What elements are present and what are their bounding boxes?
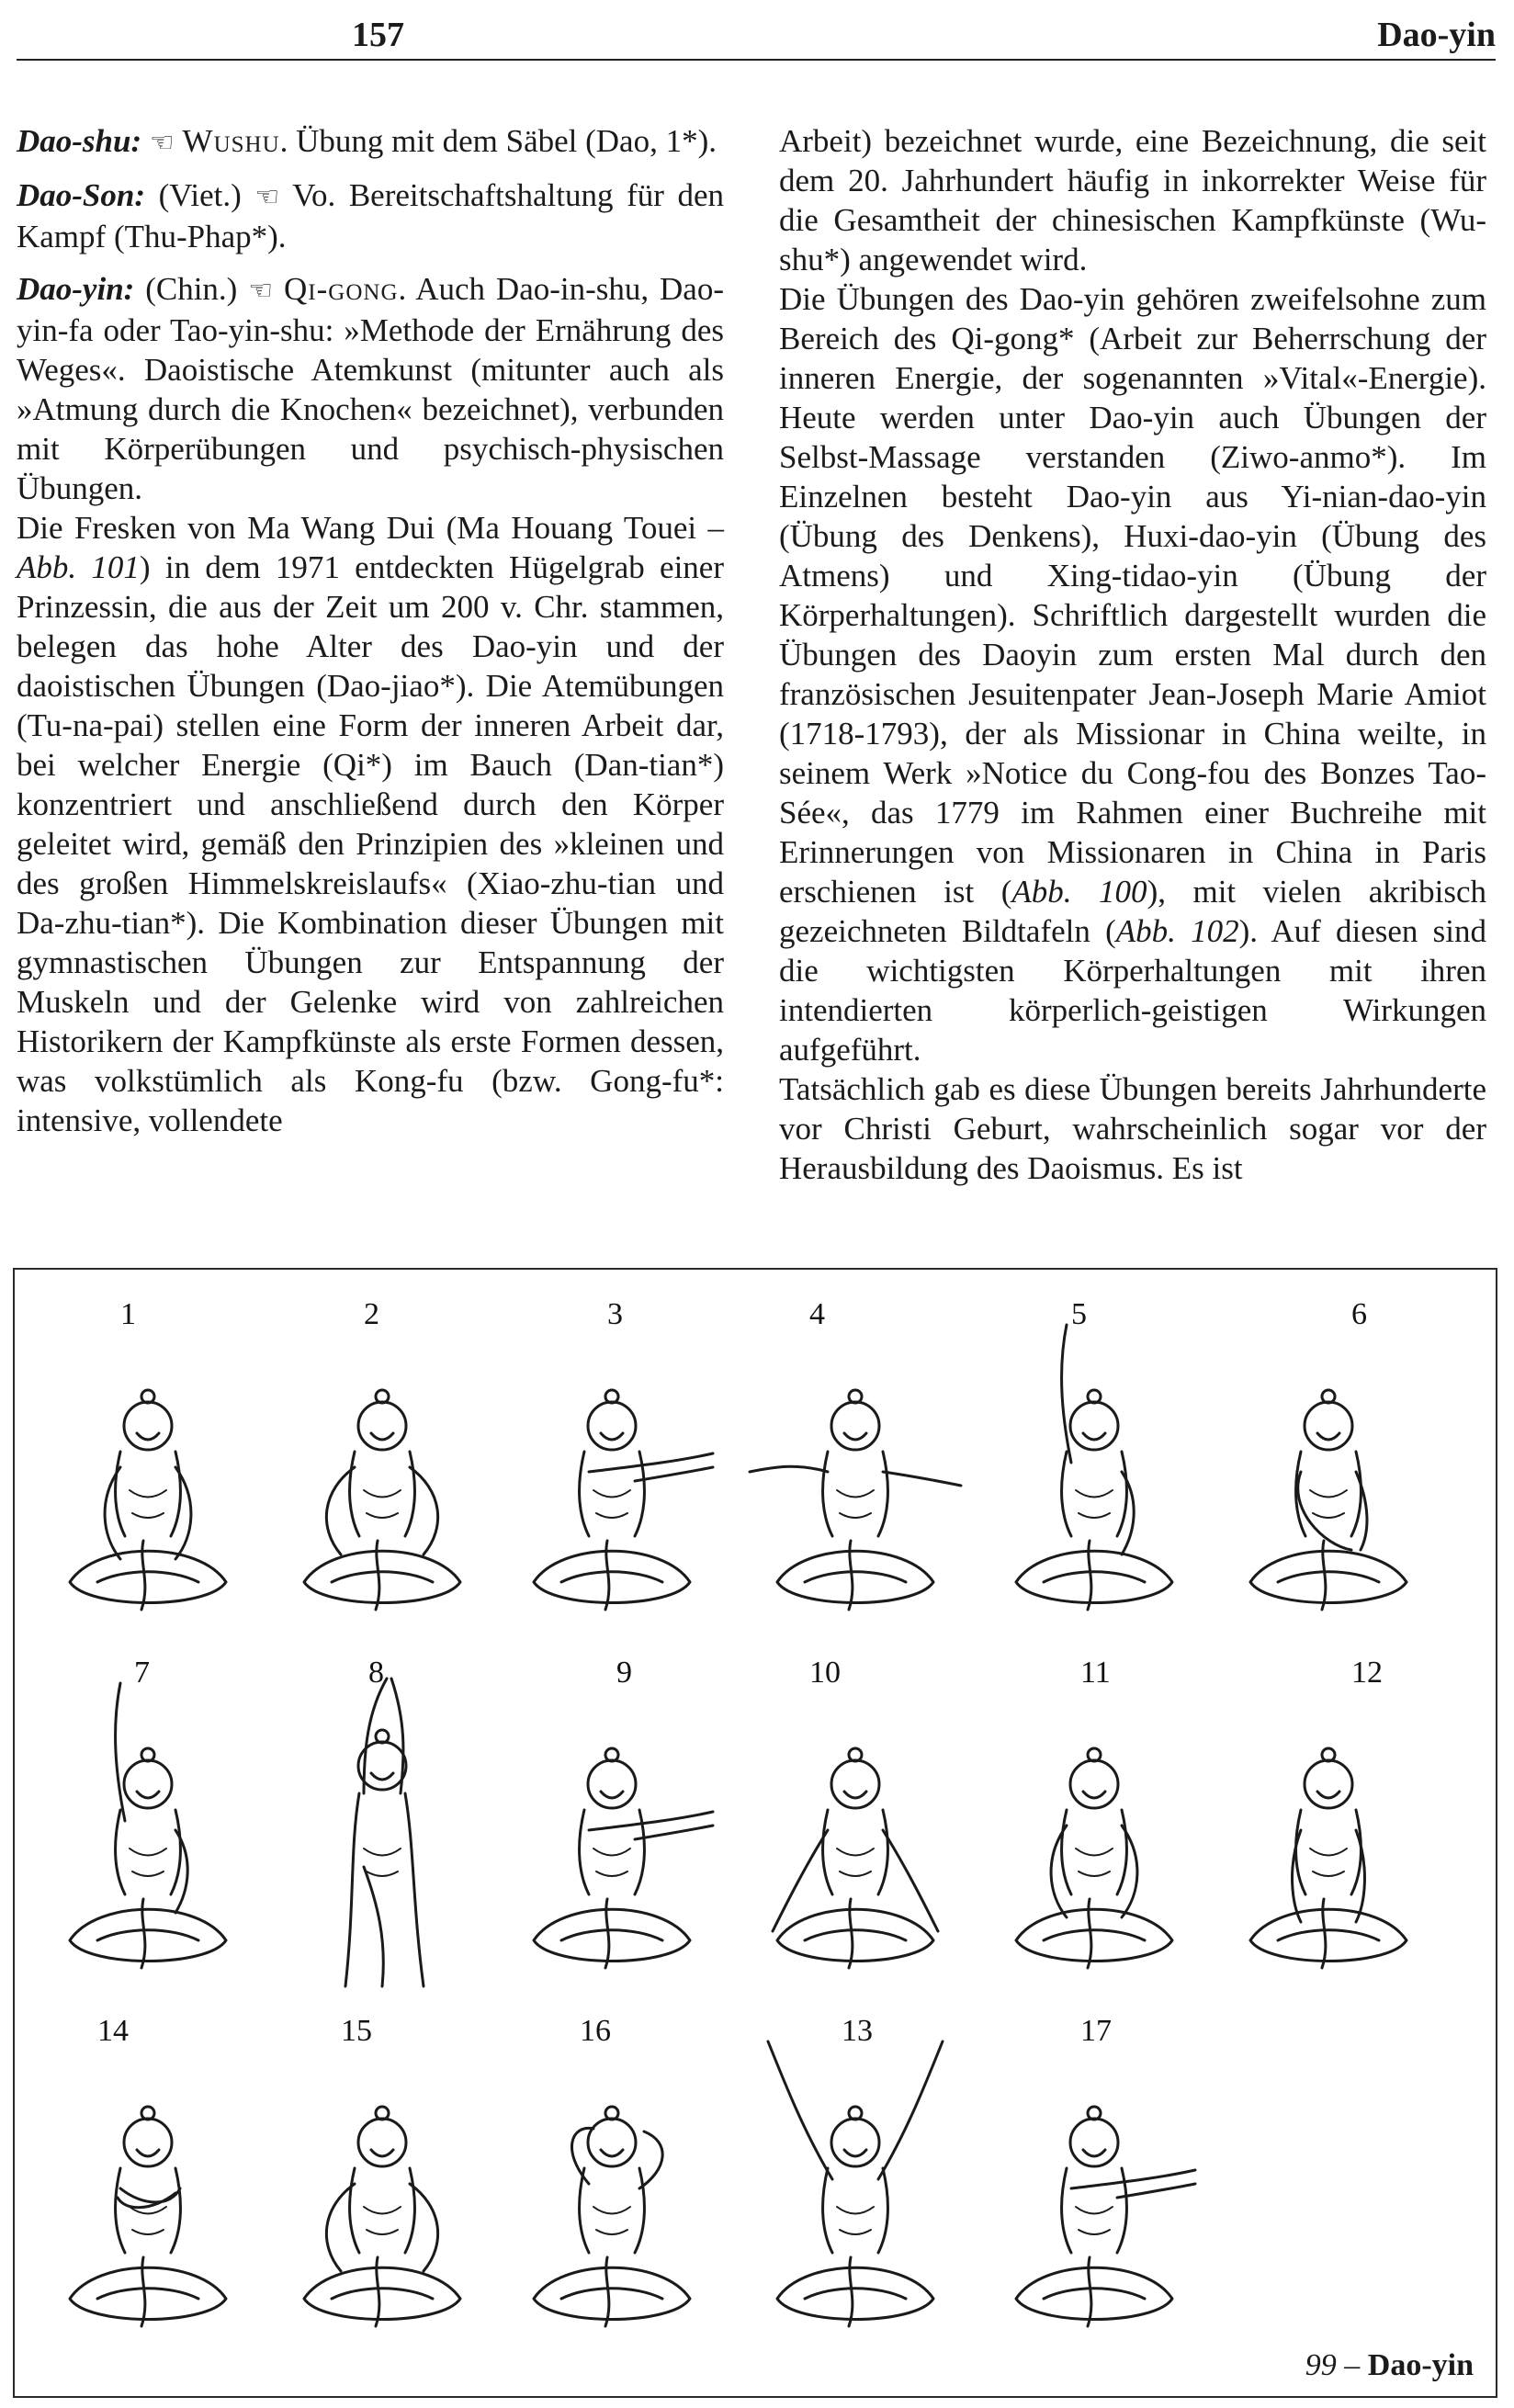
paragraph-text: ). Auf diesen sind die wichtigsten Körperhaltungen mit ihren intendierten körperlich-geistigen Wirkungen aufgeführt. [779,913,1486,1068]
figure-reference[interactable]: Abb. 101 [17,549,140,585]
entry-text: (Viet.) [145,177,255,213]
page-header [17,11,1496,61]
paragraph: Tatsächlich gab es diese Übungen bereits Jahrhunderte vor Christi Geburt, wahrscheinlich sogar vor der Herausbildung des Daoismus. Es ist [779,1071,1486,1186]
figure-person-drawing [740,1306,970,1637]
figure-person-drawing [1214,1665,1443,1995]
figure-reference[interactable]: Abb. 100 [1011,874,1147,910]
paragraph [17,508,724,1140]
posture-number: 3 [607,1297,623,1331]
posture-illustration [497,1288,727,1637]
figure-person-drawing [267,2023,497,2354]
posture-number: 6 [1351,1297,1367,1331]
posture-number: 11 [1080,1656,1111,1690]
posture-number: 7 [134,1656,150,1690]
cross-reference: Qi-gong [284,271,399,307]
posture-illustration [1214,1646,1443,1995]
posture-number: 14 [97,2014,129,2048]
posture-illustration [1214,1288,1443,1637]
posture-illustration [267,2005,497,2354]
posture-number: 8 [368,1656,384,1690]
figure-person-drawing [497,1665,727,1995]
pointing-hand-icon: ☜ [254,181,280,213]
entry-dao-shu [17,121,724,163]
pointing-hand-icon: ☜ [149,127,175,159]
entry-text: . Bereitschaftshaltung für den Kampf (Thu-Phap*). [17,177,724,254]
posture-illustration [740,1646,970,1995]
figure-dao-yin-postures [13,1268,1497,2398]
posture-number: 17 [1080,2014,1112,2048]
entry-text: . Übung mit dem Säbel (Dao, 1*). [279,123,717,159]
entry-text: . Auch Dao-in-shu, Dao-yin-fa oder Tao-yin-shu: »Methode der Ernährung des Weges«. Daoistische Atemkunst (mitunter auch als »Atmung durch die Knochen« bezeichnet), verbunden mit Körperübungen und psychisch-physischen Übungen. [17,271,724,506]
posture-illustration [33,1288,263,1637]
paragraph-text: ), mit vielen akribisch gezeichneten Bildtafeln ( [779,874,1486,949]
figure-person-drawing [497,1306,727,1637]
caption-dash: – [1336,2348,1368,2382]
posture-number: 15 [341,2014,372,2048]
posture-illustration [497,1646,727,1995]
entry-dao-yin [17,269,724,508]
figure-caption [1305,2348,1474,2383]
cross-reference: Wushu [182,123,280,159]
posture-illustration [267,1646,497,1995]
posture-illustration [33,1646,263,1995]
paragraph-text: Die Fresken von Ma Wang Dui (Ma Houang Touei – [17,510,724,546]
figure-person-drawing [267,1306,497,1637]
posture-illustration [979,2005,1209,2354]
figure-person-drawing [979,2023,1209,2354]
figure-reference[interactable]: Abb. 102 [1115,913,1239,949]
posture-illustration [740,1288,970,1637]
posture-number: 2 [364,1297,379,1331]
entry-dao-son [17,175,724,256]
paragraph [779,279,1486,1069]
posture-illustration [497,2005,727,2354]
headword: Dao-Son: [17,177,146,213]
paragraph-text: Die Übungen des Dao-yin gehören zweifelsohne zum Bereich des Qi-gong* (Arbeit zur Beherrschung der inneren Energie, der sogenannten »Vital«-Energie). Heute werden unter Dao-yin auch Übungen der Selbst-Massage verstanden (Ziwo-anmo*). Im Einzelnen besteht Dao-yin aus Yi-nian-dao-yin (Übung des Denkens), Huxi-dao-yin (Übung des Atmens) und Xing-tidao-yin (Übung der Körperhaltungen). Schriftlich dargestellt wurden die Übungen des Daoyin zum ersten Mal durch den französischen Jesuitenpater Jean-Joseph Marie Amiot (1718-1793), der als Missionar in China weilte, in seinem Werk »Notice du Cong-fou des Bonzes Tao-Sée«, das 1779 im Rahmen einer Buchreihe mit Erinnerungen von Missionaren in China in Paris erschienen ist ( [779,281,1486,910]
posture-number: 5 [1071,1297,1087,1331]
posture-illustration [979,1646,1209,1995]
posture-number: 13 [842,2014,873,2048]
posture-number: 1 [120,1297,136,1331]
headword: Dao-shu: [17,123,142,159]
paragraph: Arbeit) bezeichnet wurde, eine Bezeichnung, die seit dem 20. Jahrhundert häufig in inkorrekter Weise für die Gesamtheit der chinesischen Kampfkünste (Wu-shu*) angewendet wird. [779,123,1486,277]
cross-reference: Vo [292,177,328,213]
figure-person-drawing [740,2023,970,2354]
caption-number: 99 [1305,2348,1337,2382]
headword: Dao-yin: [17,271,135,307]
posture-number: 10 [809,1656,841,1690]
figure-person-drawing [33,1306,263,1637]
figure-person-drawing [979,1306,1209,1637]
posture-number: 4 [809,1297,825,1331]
entry-text: (Chin.) [134,271,249,307]
figure-person-drawing [740,1665,970,1995]
posture-number: 16 [580,2014,611,2048]
posture-illustration [740,2005,970,2354]
figure-person-drawing [979,1665,1209,1995]
posture-number: 12 [1351,1656,1383,1690]
figure-person-drawing [33,2023,263,2354]
page-number: 157 [352,16,404,54]
posture-number: 9 [616,1656,632,1690]
right-column [779,121,1486,1188]
figure-person-drawing [497,2023,727,2354]
paragraph-text: ) in dem 1971 entdeckten Hügelgrab einer Prinzessin, die aus der Zeit um 200 v. Chr. stammen, belegen das hohe Alter des Dao-yin und der daoistischen Übungen (Dao-jiao*). Die Atemübungen (Tu-na-pai) stellen eine Form der inneren Arbeit dar, bei welcher Energie (Qi*) im Bauch (Dan-tian*) konzentriert und anschließend durch den Körper geleitet wird, gemäß den Prinzipien des »kleinen und des großen Himmelskreislaufs« (Xiao-zhu-tian und Da-zhu-tian*). Die Kombination dieser Übungen mit gymnastischen Übungen zur Entspannung der Muskeln und der Gelenke wird von zahlreichen Historikern der Kampfkünste als erste Formen dessen, was volkstümlich als Kong-fu (bzw. Gong-fu*: intensive, vollendete [17,549,724,1138]
left-column [17,121,724,1140]
figure-person-drawing [1214,1306,1443,1637]
figure-person-drawing [33,1665,263,1995]
pointing-hand-icon: ☜ [248,275,274,307]
posture-illustration [33,2005,263,2354]
running-head: Dao-yin [1377,16,1496,54]
caption-title: Dao-yin [1367,2348,1474,2382]
figure-person-drawing [267,1665,497,1995]
posture-illustration [979,1288,1209,1637]
posture-illustration [267,1288,497,1637]
